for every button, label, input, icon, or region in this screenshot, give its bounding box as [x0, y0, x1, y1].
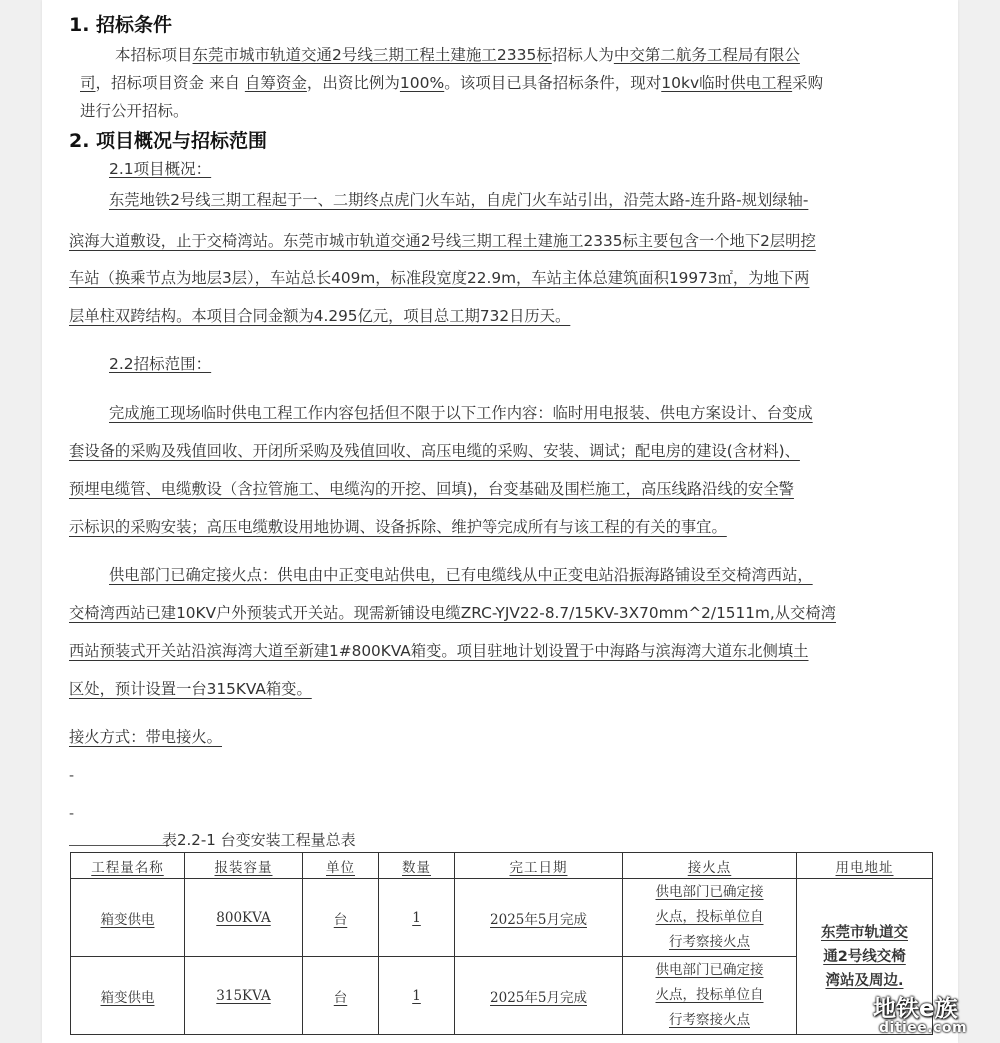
scope-line: 预埋电缆管、电缆敷设（含拉管施工、电缆沟的开挖、回填)，台变基础及围栏施工，高压线路沿线的安全警	[69, 480, 794, 498]
section1-para-line2	[80, 71, 823, 93]
cell-connection-point: 供电部门已确定接 火点，投标单位自 行考察接火点	[623, 957, 797, 1035]
supply-line: 区处，预计设置一台315KVA箱变。	[69, 680, 312, 698]
underlined-text-segment: 中交第二航务工程局有限公	[613, 46, 800, 64]
underlined-text-segment: 10kv临时供电工程	[661, 74, 793, 92]
column-header: 报装容量	[185, 853, 303, 879]
section2-heading: 2. 项目概况与招标范围	[69, 130, 268, 152]
section1-heading: 1. 招标条件	[69, 14, 173, 36]
section1-para-line3: 进行公开招标。	[80, 102, 189, 120]
text-segment: 本招标项目	[115, 46, 193, 64]
cell-name: 箱变供电	[71, 879, 185, 957]
supply-line: 交椅湾西站已建10KV户外预装式开关站。现需新铺设电缆ZRC-YJV22-8.7/15KV-3X70mm^2/1511m,从交椅湾	[69, 604, 836, 622]
scope-line: 完成施工现场临时供电工程工作内容包括但不限于以下工作内容：临时用电报装、供电方案设计、台变成	[109, 404, 813, 422]
cell-address: 东莞市轨道交 通2号线交椅 湾站及周边.	[797, 879, 933, 1035]
caption-rule	[69, 845, 169, 846]
cell-unit: 台	[303, 879, 379, 957]
column-header: 单位	[303, 853, 379, 879]
column-header: 接火点	[623, 853, 797, 879]
dash-marker: -	[69, 806, 75, 822]
cell-date: 2025年5月完成	[455, 879, 623, 957]
watermark-site-text: ditiee.com	[879, 1020, 968, 1036]
column-header: 工程量名称	[71, 853, 185, 879]
cell-capacity: 315KVA	[185, 957, 303, 1035]
watermark-logo-text: 地铁e族	[873, 996, 958, 1022]
table-header-row	[71, 853, 933, 879]
underlined-text-segment: 自筹资金	[244, 74, 307, 92]
column-header: 数量	[379, 853, 455, 879]
connection-method: 接火方式：带电接火。	[69, 728, 222, 746]
overview-line: 车站（换乘节点为地层3层），车站总长409m，标准段宽度22.9m，车站主体总建筑面积19973㎡，为地下两	[69, 269, 810, 287]
underlined-text-segment: 司	[80, 74, 96, 92]
text-segment: ，出资比例为	[306, 74, 400, 92]
cell-quantity: 1	[379, 957, 455, 1035]
table-caption: 表2.2-1 台变安装工程量总表	[162, 831, 356, 849]
cell-name: 箱变供电	[71, 957, 185, 1035]
section1-para-line1	[115, 43, 800, 65]
dash-marker: -	[69, 768, 75, 784]
overview-line: 层单柱双跨结构。本项目合同金额为4.295亿元，项目总工期732日历天。	[69, 307, 571, 325]
text-segment: 。该项目已具备招标条件，现对	[444, 74, 662, 92]
column-header: 完工日期	[455, 853, 623, 879]
underlined-text-segment: 东莞市城市轨道交通2号线三期工程土建施工2335标	[192, 46, 552, 64]
cell-date: 2025年5月完成	[455, 957, 623, 1035]
scope-subheading: 2.2招标范围：	[109, 355, 212, 373]
cell-quantity: 1	[379, 879, 455, 957]
text-segment: 采购	[792, 74, 824, 92]
cell-unit: 台	[303, 957, 379, 1035]
table-row	[71, 879, 933, 957]
supply-line: 供电部门已确定接火点：供电由中正变电站供电，已有电缆线从中正变电站沿振海路铺设至交椅湾西站，	[109, 566, 813, 584]
text-segment: ，招标项目资金 来自	[95, 74, 245, 92]
cell-connection-point: 供电部门已确定接 火点，投标单位自 行考察接火点	[623, 879, 797, 957]
overview-line: 东莞地铁2号线三期工程起于一、二期终点虎门火车站，自虎门火车站引出，沿莞太路-连升路-规划绿轴-	[109, 191, 809, 209]
quantity-table	[70, 852, 933, 1035]
scope-line: 示标识的采购安装；高压电缆敷设用地协调、设备拆除、维护等完成所有与该工程的有关的事宜。	[69, 518, 727, 536]
supply-line: 西站预装式开关站沿滨海湾大道至新建1#800KVA箱变。项目驻地计划设置于中海路与滨海湾大道东北侧填土	[69, 642, 809, 660]
overview-subheading: 2.1项目概况：	[109, 160, 212, 178]
scope-line: 套设备的采购及残值回收、开闭所采购及残值回收、高压电缆的采购、安装、调试；配电房的建设(含材料)、	[69, 442, 800, 460]
underlined-text-segment: 100%	[399, 74, 445, 92]
text-segment: 招标人为	[551, 46, 614, 64]
cell-capacity: 800KVA	[185, 879, 303, 957]
overview-line: 滨海大道敷设，止于交椅湾站。东莞市城市轨道交通2号线三期工程土建施工2335标主要包含一个地下2层明挖	[69, 232, 816, 250]
column-header: 用电地址	[797, 853, 933, 879]
